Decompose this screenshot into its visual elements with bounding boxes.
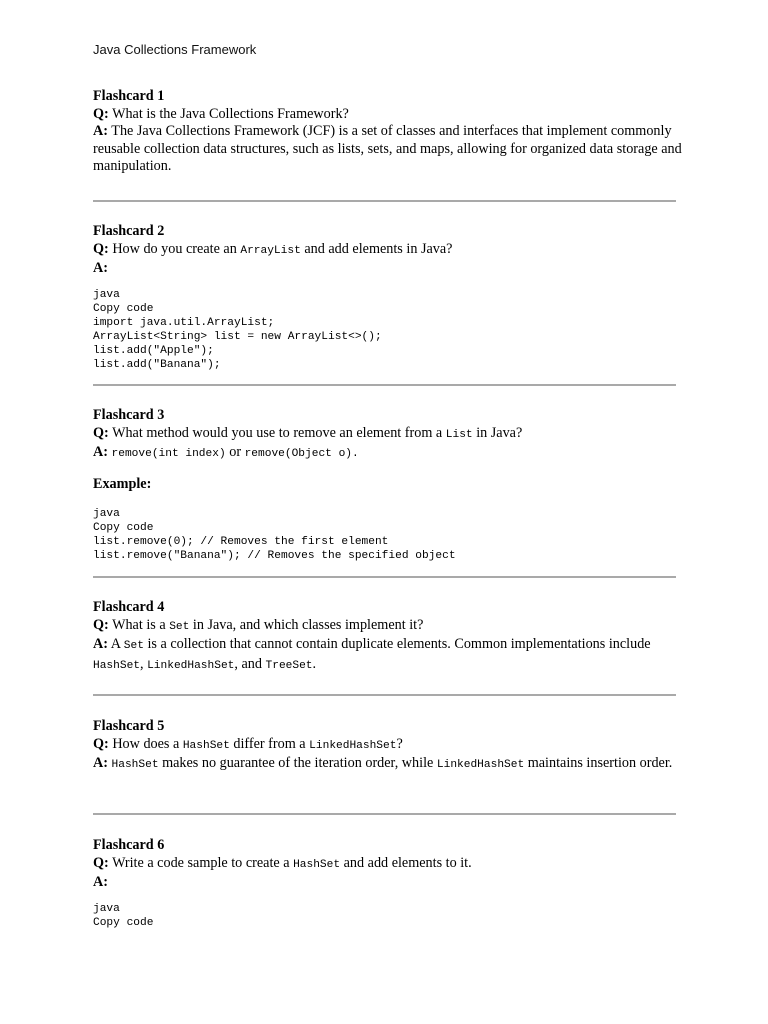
divider	[93, 384, 676, 386]
flashcard-title: Flashcard 6	[93, 837, 165, 853]
question-text: and add elements to it.	[343, 854, 472, 871]
answer-text: or	[229, 444, 242, 460]
question	[93, 241, 693, 261]
question-text: What is a	[112, 616, 166, 633]
question-text: Write a code sample to create a	[112, 854, 290, 871]
inline-code: LinkedHashSet	[436, 759, 525, 771]
flashcard-title: Flashcard 5	[93, 718, 165, 734]
inline-code: remove(Object o).	[244, 448, 359, 460]
flashcard-1	[93, 88, 693, 176]
answer	[93, 636, 693, 675]
answer-label: A:	[93, 260, 108, 276]
flashcard-6	[93, 837, 693, 892]
answer-label: A:	[93, 444, 108, 460]
question-label: Q:	[93, 854, 109, 871]
answer-label: A:	[93, 874, 108, 890]
answer-text: maintains insertion order.	[527, 755, 673, 771]
flashcard-3	[93, 407, 693, 464]
question-label: Q:	[93, 616, 109, 633]
answer-label: A:	[93, 636, 108, 652]
flashcard-5	[93, 718, 693, 775]
inline-code: HashSet	[182, 739, 230, 752]
code-block: java Copy code import java.util.ArrayList; ArrayList<String> list = new ArrayList<>(); list.add("Apple"); list.add("Banana");	[93, 289, 382, 371]
example-label: Example:	[93, 476, 152, 492]
divider	[93, 694, 676, 696]
inline-code: List	[445, 428, 473, 441]
answer-text: ,	[140, 655, 144, 672]
inline-code: HashSet	[93, 659, 140, 672]
inline-code: HashSet	[293, 858, 341, 871]
code-block: java Copy code list.remove(0); // Removes the first element list.remove("Banana"); // Removes the specified object	[93, 508, 456, 562]
page-header: Java Collections Framework	[93, 42, 257, 57]
answer-text: .	[312, 655, 317, 672]
answer-text: makes no guarantee of the iteration order, while	[162, 755, 434, 771]
question	[93, 736, 693, 756]
question-label: Q:	[93, 105, 109, 122]
answer	[93, 444, 693, 464]
inline-code: remove(int index)	[111, 448, 226, 460]
flashcard-4	[93, 599, 693, 675]
inline-code: HashSet	[111, 759, 159, 771]
question-text: How do you create an	[112, 240, 237, 257]
question	[93, 106, 693, 124]
inline-code: LinkedHashSet	[147, 659, 235, 672]
question-text: and add elements in Java?	[304, 240, 453, 257]
divider	[93, 813, 676, 815]
divider	[93, 576, 676, 578]
question-label: Q:	[93, 240, 109, 257]
question	[93, 425, 693, 445]
inline-code: Set	[123, 640, 144, 652]
answer	[93, 123, 693, 176]
inline-code: LinkedHashSet	[309, 739, 397, 752]
answer	[93, 755, 693, 775]
answer-text: is a collection that cannot contain duplicate elements. Common implementations include	[147, 636, 651, 652]
question-text: in Java?	[476, 424, 523, 441]
answer-label: A:	[93, 755, 108, 771]
inline-code: Set	[169, 620, 190, 633]
question	[93, 855, 693, 875]
question-text: How does a	[112, 735, 180, 752]
flashcard-2	[93, 223, 693, 278]
divider	[93, 200, 676, 202]
answer-label: A:	[93, 123, 108, 139]
flashcard-title: Flashcard 4	[93, 599, 165, 615]
flashcard-title: Flashcard 3	[93, 407, 165, 423]
question	[93, 617, 693, 637]
question-text: What is the Java Collections Framework?	[112, 105, 349, 122]
question-text: What method would you use to remove an element from a	[112, 424, 443, 441]
inline-code: TreeSet	[265, 659, 313, 672]
answer-text: A	[110, 636, 121, 652]
flashcard-title: Flashcard 2	[93, 223, 165, 239]
flashcard-title: Flashcard 1	[93, 88, 165, 104]
answer-text: The Java Collections Framework (JCF) is a set of classes and interfaces that implement commonly reusable collection data structures, such as lists, sets, and maps, allowing for organized data storage and manipulation.	[93, 123, 682, 174]
question-label: Q:	[93, 735, 109, 752]
question-label: Q:	[93, 424, 109, 441]
question-text: ?	[396, 735, 403, 752]
question-text: in Java, and which classes implement it?	[192, 616, 424, 633]
inline-code: ArrayList	[240, 244, 301, 257]
answer-text: , and	[234, 655, 262, 672]
question-text: differ from a	[233, 735, 306, 752]
code-block: java Copy code	[93, 903, 154, 929]
